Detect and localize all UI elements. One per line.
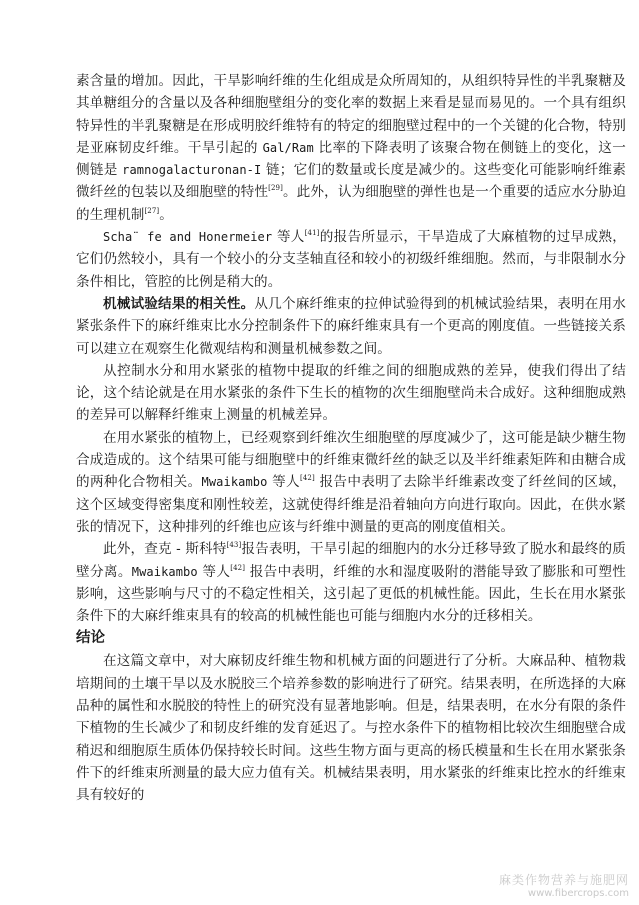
citation-ref: [29] bbox=[268, 184, 283, 193]
watermark-title: 麻类作物营养与施肥网 bbox=[498, 873, 629, 887]
paragraph-6: 此外，查克 - 斯科特[43]报告表明，干旱引起的细胞内的水分迁移导致了脱水和最终的质壁分离。Mwaikambo 等人[42] 报告中表明，纤维的水和湿度吸附的潜能导致了膨胀和可塑性影响，这些影响与尺寸的不稳定性相关，这引起了更低的机械性能。因此，生长在用水紧张条件下的大麻纤维束具有的较高的机械性能也可能与细胞内水分的迁移相关。 bbox=[76, 541, 626, 625]
paragraph-1: 素含量的增加。因此，干旱影响纤维的生化组成是众所周知的，从组织特异性的半乳聚糖及其单糖组分的含量以及各种细胞壁组分的变化率的数据上来看是显而易见的。一个具有组织特异性的半乳聚糖是在形成明胶纤维特有的特定的细胞壁过程中的一个关键的化合物，特别是亚麻韧皮纤维。干旱引起的 Gal/Ram 比率的下降表明了该聚合物在侧链上的变化，这一侧链是 ramnogalacturonan-I 链；它们的数量或长度是减少的。这些变化可能影响纤维素微纤丝的包装以及细胞壁的特性[29]。此外，认为细胞壁的弹性也是一个重要的适应水分胁迫的生理机制[27]。 bbox=[76, 73, 627, 223]
paragraph-4: 从控制水分和用水紧张的植物中提取的纤维之间的细胞成熟的差异，使我们得出了结论，这个结论就是在用水紧张的条件下生长的植物的次生细胞壁尚未合成好。这种细胞成熟的差异可以解释纤维束上测量的机械差异。 bbox=[76, 362, 626, 424]
section-lead: 机械试验结果的相关性。 bbox=[103, 295, 255, 312]
citation-ref: [27] bbox=[144, 206, 160, 215]
citation-ref: [42] bbox=[300, 474, 315, 483]
conclusion-heading: 结论 bbox=[76, 630, 105, 647]
paragraph-5: 在用水紧张的植物上，已经观察到纤维次生细胞壁的厚度减少了，这可能是缺少糖生物合成造成的。这个结果可能与细胞壁中的纤维束微纤丝的缺乏以及半纤维素矩阵和由糖合成的两种化合物相关。Mwaikambo 等人[42] 报告中表明了去除半纤维素改变了纤丝间的区域，这个区域变得密集度和刚性较差，这就使得纤维是沿着轴向方向进行取向。因此，在供水紧张的情况下，这种排列的纤维也应该与纤维中测量的更高的刚度值相关。 bbox=[76, 429, 626, 535]
paragraph-2: Scha¨ fe and Honermeier 等人[41]的报告所显示，干旱造成了大麻植物的过早成熟，它们仍然较小，具有一个较小的分支茎轴直径和较小的初级纤维细胞。然而，与非限制水分条件相比，管腔的比例是稍大的。 bbox=[76, 229, 627, 290]
citation-ref: [42] bbox=[230, 563, 246, 572]
citation-ref: [41] bbox=[304, 229, 320, 238]
citation-ref: [43] bbox=[226, 541, 242, 550]
document-body bbox=[76, 70, 626, 807]
paragraph-3: 机械试验结果的相关性。从几个麻纤维束的拉伸试验得到的机械试验结果，表明在用水紧张条件下的麻纤维束比水分控制条件下的麻纤维束具有一个更高的刚度值。一些链接关系可以建立在观察生化微观结构和测量机械参数之间。 bbox=[76, 295, 626, 357]
site-watermark bbox=[499, 871, 629, 899]
paragraph-7: 在这篇文章中，对大麻韧皮纤维生物和机械方面的问题进行了分析。大麻品种、植物栽培期间的土壤干旱以及水脱胶三个培养参数的影响进行了研究。结果表明，在所选择的大麻品种的属性和水脱胶的特性上的研究没有显著地影响。但是，结果表明，在水分有限的条件下植物的生长减少了和韧皮纤维的发育延迟了。与控水条件下的植物相比较次生细胞壁合成稍迟和细胞原生质体仍保持较长时间。这些生物方面与更高的杨氏模量和生长在用水紧张条件下的纤维束所测量的最大应力值有关。机械结果表明，用水紧张的纤维束比控水的纤维束具有较好的 bbox=[76, 653, 626, 804]
watermark-url: www.fibercrops.com bbox=[527, 888, 629, 899]
